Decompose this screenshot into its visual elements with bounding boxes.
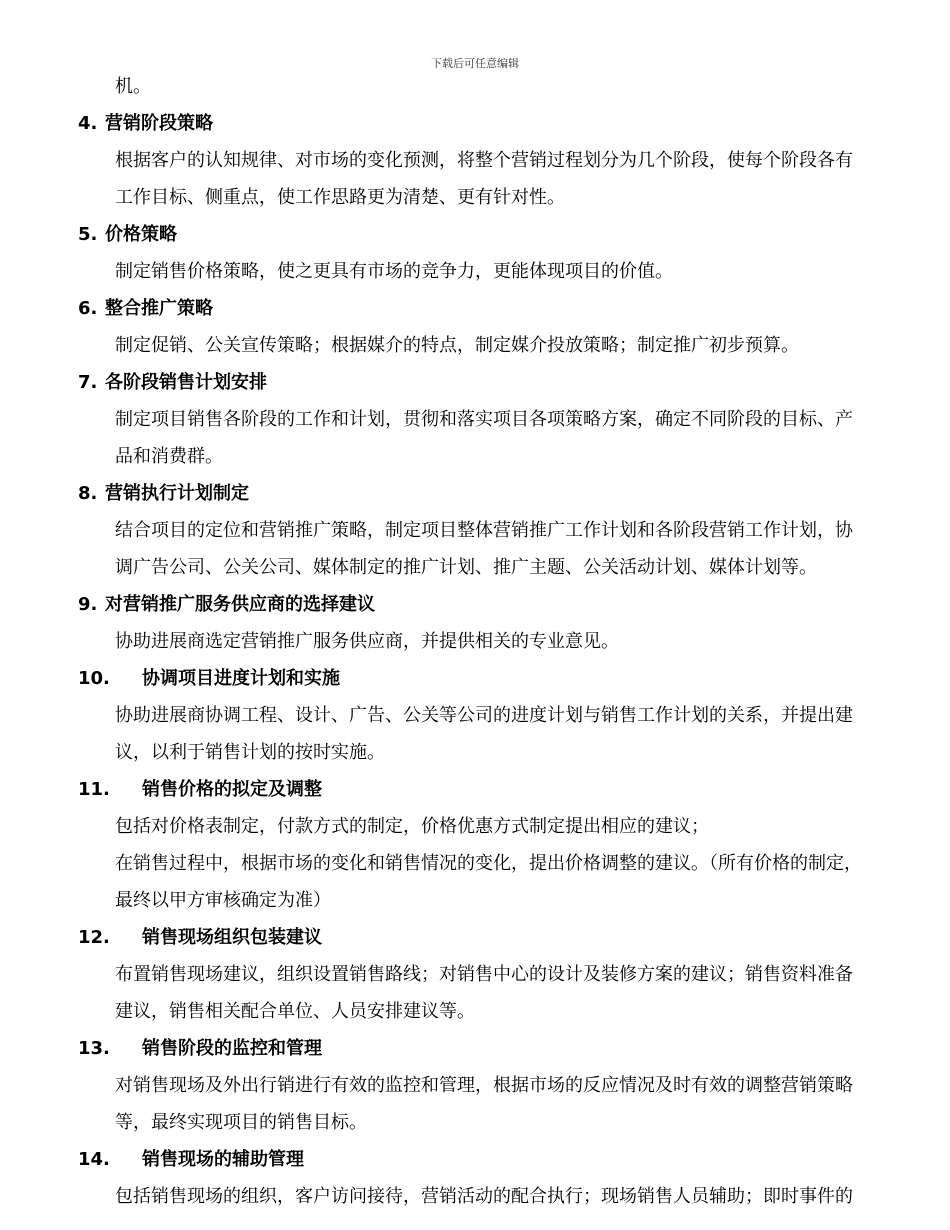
section-heading [0, 1030, 950, 1067]
section-number: 7. [78, 372, 98, 393]
section-title: 价格策略 [105, 224, 177, 245]
section-heading [0, 660, 950, 697]
section-body-line: 对销售现场及外出行销进行有效的监控和管理，根据市场的反应情况及时有效的调整营销策略 [115, 1075, 853, 1096]
section-heading [0, 290, 950, 327]
lead-paragraph: 机。 [115, 76, 151, 97]
section-body-line: 制定促销、公关宣传策略；根据媒介的特点，制定媒介投放策略；制定推广初步预算。 [115, 335, 799, 356]
section-number: 14. [78, 1149, 110, 1170]
section-body-line: 品和消费群。 [115, 446, 223, 467]
section-heading [0, 364, 950, 401]
section-body-line: 协助进展商协调工程、设计、广告、公关等公司的进度计划与销售工作计划的关系，并提出建 [115, 705, 853, 726]
section-body-line: 根据客户的认知规律、对市场的变化预测，将整个营销过程划分为几个阶段，使每个阶段各有 [115, 150, 853, 171]
section-body-line: 协助进展商选定营销推广服务供应商，并提供相关的专业意见。 [115, 631, 619, 652]
section-list [0, 105, 950, 1215]
section-number: 8. [78, 483, 98, 504]
section-heading [0, 771, 950, 808]
section-heading [0, 216, 950, 253]
section-body-line: 等，最终实现项目的销售目标。 [115, 1112, 367, 1133]
section-body-line: 议，以利于销售计划的按时实施。 [115, 742, 385, 763]
section-title: 营销阶段策略 [105, 113, 213, 134]
section-title: 销售现场的辅助管理 [142, 1149, 304, 1170]
section-body-line: 工作目标、侧重点，使工作思路更为清楚、更有针对性。 [115, 187, 565, 208]
document-body [0, 68, 950, 1215]
section-number: 10. [78, 668, 110, 689]
section-body-line: 包括销售现场的组织，客户访问接待，营销活动的配合执行；现场销售人员辅助；即时事件的 [115, 1186, 853, 1207]
section-title: 销售阶段的监控和管理 [142, 1038, 322, 1059]
section-body-line: 制定销售价格策略，使之更具有市场的竞争力，更能体现项目的价值。 [115, 261, 673, 282]
section-heading [0, 105, 950, 142]
section-body-line: 制定项目销售各阶段的工作和计划，贯彻和落实项目各项策略方案，确定不同阶段的目标、产 [115, 409, 853, 430]
section-number: 5. [78, 224, 98, 245]
section-heading [0, 919, 950, 956]
section-body-line: 结合项目的定位和营销推广策略，制定项目整体营销推广工作计划和各阶段营销工作计划，协 [115, 520, 853, 541]
section-number: 6. [78, 298, 98, 319]
section-number: 4. [78, 113, 98, 134]
section-number: 12. [78, 927, 110, 948]
section-title: 对营销推广服务供应商的选择建议 [105, 594, 375, 615]
section-title: 销售现场组织包装建议 [142, 927, 322, 948]
section-title: 各阶段销售计划安排 [105, 372, 267, 393]
section-title: 整合推广策略 [105, 298, 213, 319]
section-body-line: 建议，销售相关配合单位、人员安排建议等。 [115, 1001, 475, 1022]
section-title: 销售价格的拟定及调整 [142, 779, 322, 800]
section-heading [0, 586, 950, 623]
section-body-line: 包括对价格表制定，付款方式的制定，价格优惠方式制定提出相应的建议； [115, 816, 709, 837]
section-title: 协调项目进度计划和实施 [142, 668, 340, 689]
page-header: 下载后可任意编辑 [431, 57, 519, 70]
section-number: 9. [78, 594, 98, 615]
section-body-line: 在销售过程中，根据市场的变化和销售情况的变化，提出价格调整的建议。（所有价格的制定， [115, 853, 862, 874]
section-title: 营销执行计划制定 [105, 483, 249, 504]
section-body-line: 最终以甲方审核确定为准） [115, 890, 331, 911]
section-body-line: 调广告公司、公关公司、媒体制定的推广计划、推广主题、公关活动计划、媒体计划等。 [115, 557, 817, 578]
section-heading [0, 1141, 950, 1178]
section-heading [0, 475, 950, 512]
section-number: 13. [78, 1038, 110, 1059]
section-body-line: 布置销售现场建议，组织设置销售路线；对销售中心的设计及装修方案的建议；销售资料准备 [115, 964, 853, 985]
section-number: 11. [78, 779, 110, 800]
